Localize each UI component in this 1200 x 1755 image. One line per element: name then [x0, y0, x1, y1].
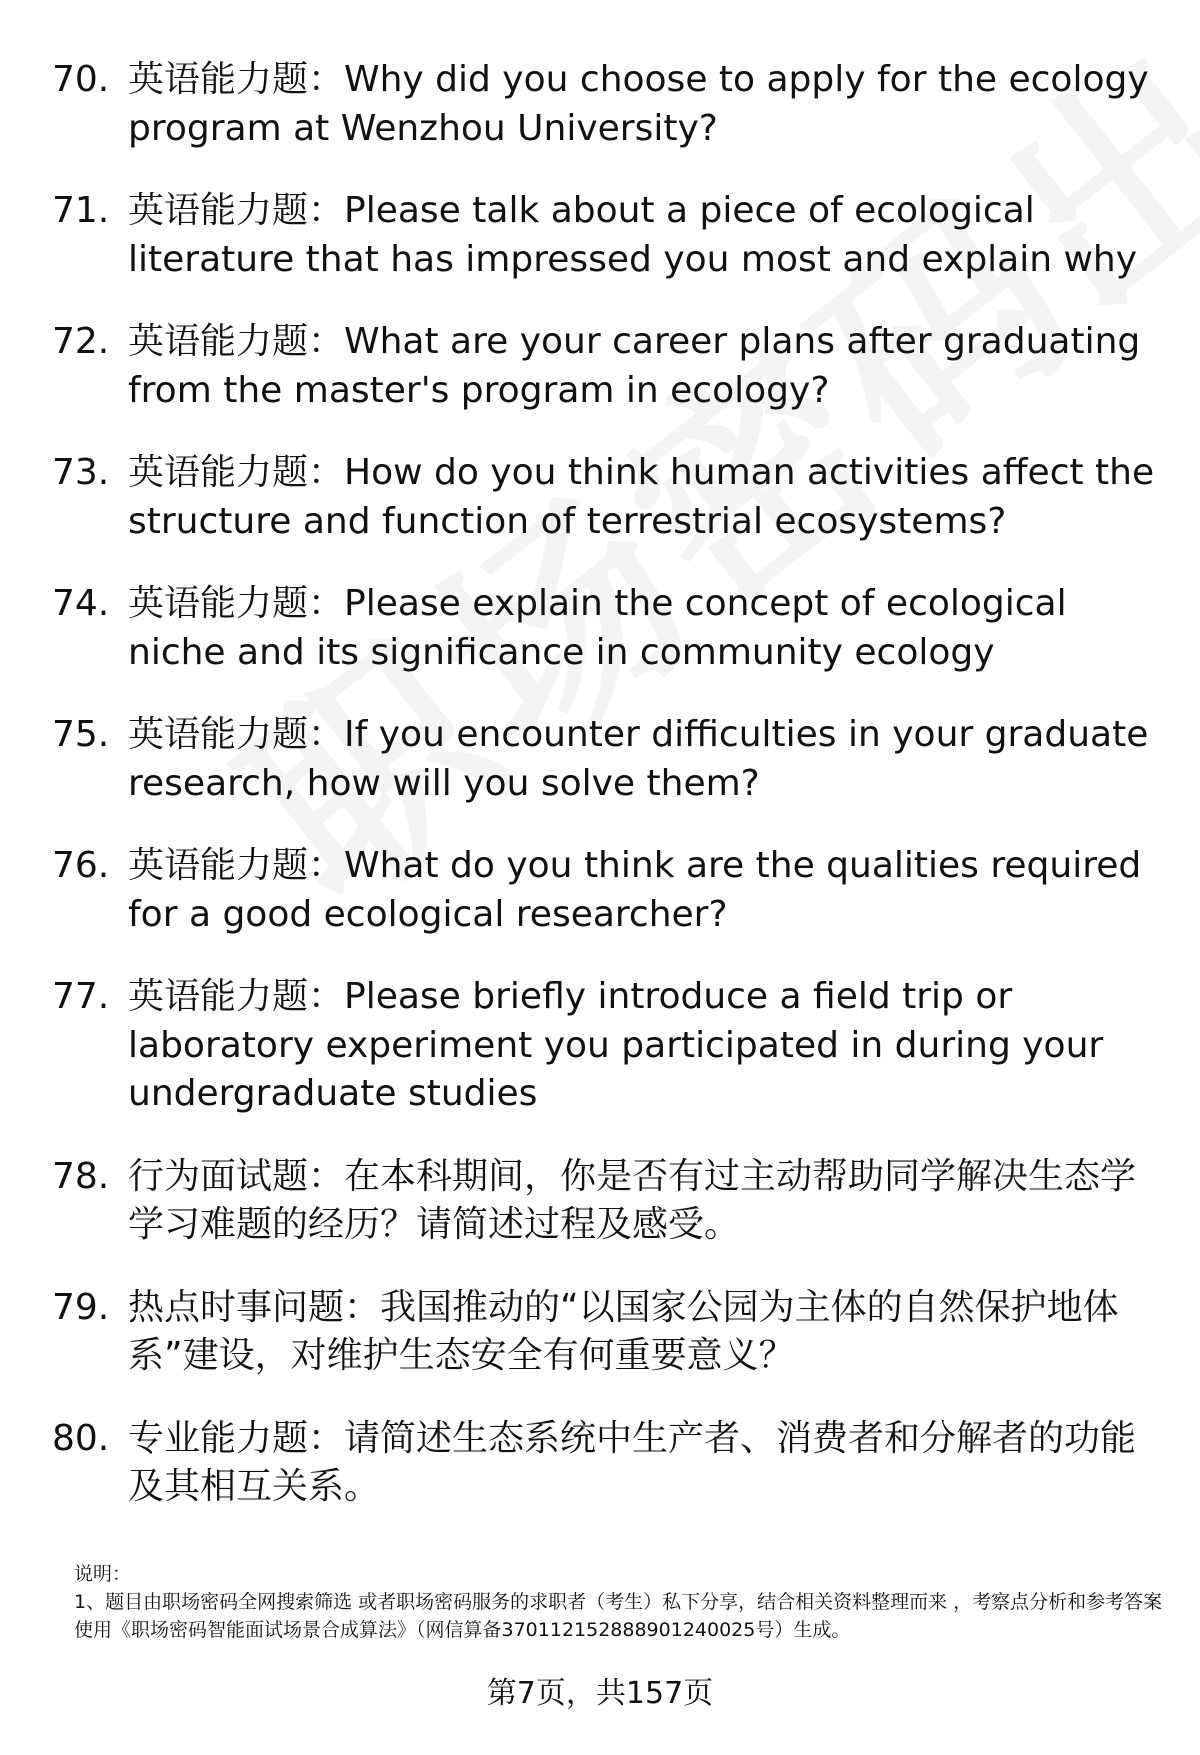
page-number: 第7页，共157页: [486, 1676, 714, 1711]
question-item: [52, 1415, 1162, 1512]
note-heading: 说明：: [74, 1563, 132, 1585]
question-text: 行为面试题：在本科期间，你是否有过主动帮助同学解决生态学学习难题的经历？请简述过程及感受。: [128, 1155, 1137, 1245]
question-number: 72.: [52, 321, 110, 362]
question-number: 75.: [52, 714, 110, 755]
question-item: [52, 318, 1162, 415]
question-number: 77.: [52, 976, 110, 1017]
question-item: [52, 842, 1162, 939]
question-number: 78.: [52, 1155, 110, 1197]
question-item: [52, 1284, 1162, 1381]
question-item: [52, 187, 1162, 284]
question-number: 71.: [52, 190, 110, 231]
question-text: 英语能力题：Why did you choose to apply for the ecology program at Wenzhou University?: [128, 59, 1149, 149]
question-text: 热点时事问题：我国推动的“以国家公园为主体的自然保护地体系”建设，对维护生态安全有何重要意义？: [128, 1286, 1119, 1376]
question-text: 英语能力题：What do you think are the qualities required for a good ecological researcher?: [128, 845, 1142, 935]
explanation-note: [74, 1560, 1164, 1644]
question-text: 专业能力题：请简述生态系统中生产者、消费者和分解者的功能及其相互关系。: [128, 1417, 1137, 1507]
question-number: 70.: [52, 59, 110, 100]
question-number: 74.: [52, 583, 110, 624]
question-item: [52, 711, 1162, 808]
question-item: [52, 449, 1162, 546]
question-text: 英语能力题：Please briefly introduce a field trip or laboratory experiment you participated in during your undergraduate studies: [128, 976, 1104, 1114]
question-text: 英语能力题：Please talk about a piece of ecological literature that has impressed you most and explain why: [128, 190, 1138, 280]
question-item: [52, 973, 1162, 1119]
question-number: 79.: [52, 1286, 110, 1328]
question-item: [52, 1153, 1162, 1250]
question-text: 英语能力题：Please explain the concept of ecological niche and its significance in community ecology: [128, 583, 1067, 673]
question-number: 80.: [52, 1417, 110, 1459]
question-item: [52, 56, 1162, 153]
question-list: [52, 56, 1162, 1546]
question-number: 76.: [52, 845, 110, 886]
question-text: 英语能力题：How do you think human activities affect the structure and function of terrestrial ecosystems?: [128, 452, 1155, 542]
note-body: 1、题目由职场密码全网搜索筛选 或者职场密码服务的求职者（考生）私下分享，结合相关资料整理而来 ，考察点分析和参考答案使用《职场密码智能面试场景合成算法》（网信算备370112152888901240025号）生成。: [74, 1591, 1163, 1641]
question-item: [52, 580, 1162, 677]
question-text: 英语能力题：What are your career plans after graduating from the master's program in ecology?: [128, 321, 1141, 411]
question-text: 英语能力题：If you encounter difficulties in your graduate research, how will you solve them?: [128, 714, 1149, 804]
question-number: 73.: [52, 452, 110, 493]
